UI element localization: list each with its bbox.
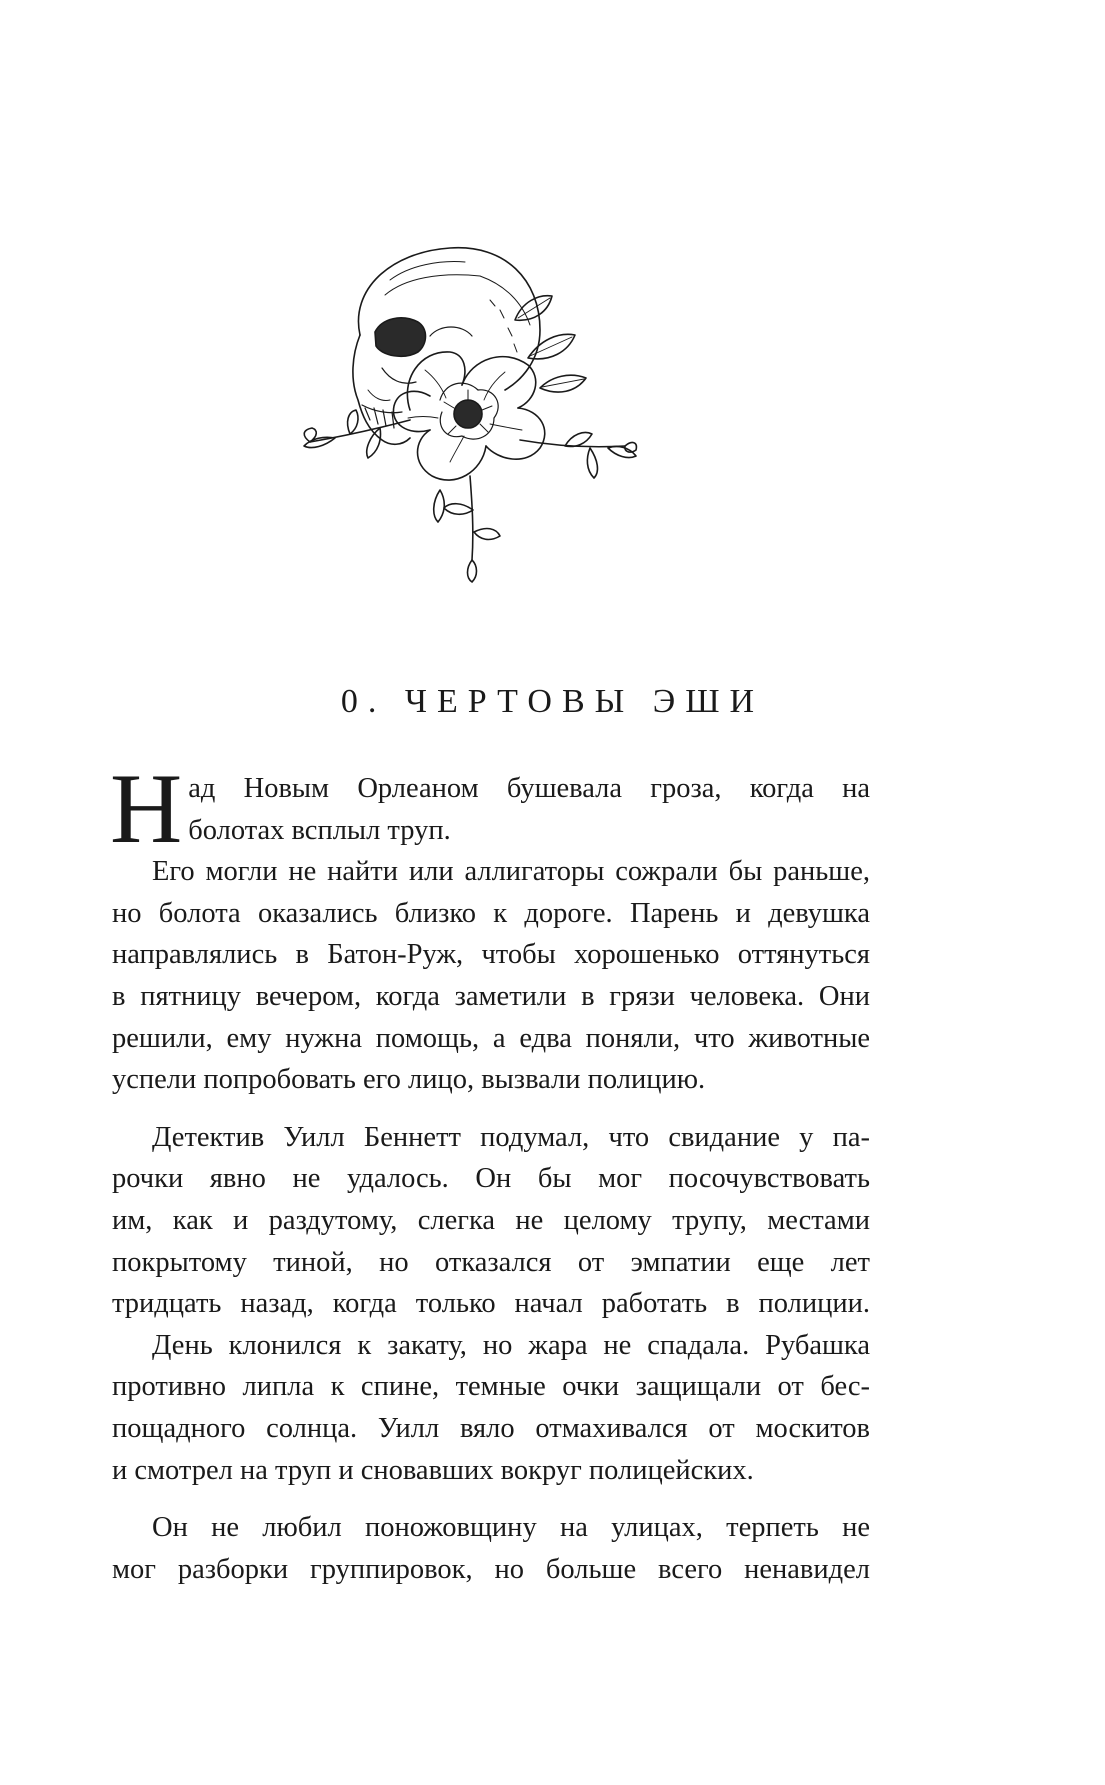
body-text — [110, 753, 870, 1590]
text-line: но болота оказались близко к дороге. Парень и девушка — [112, 897, 870, 929]
paragraph-5 — [112, 1507, 870, 1590]
text-line: успели попробовать его лицо, вызвали полицию. — [112, 1064, 706, 1096]
paragraph-2 — [112, 851, 870, 1101]
text-line: Детектив Уилл Беннетт подумал, что свидание у па- — [152, 1121, 870, 1153]
text-line: и смотрел на труп и сновавших вокруг полицейских. — [112, 1454, 754, 1486]
text-line: Его могли не найти или аллигаторы сожрали бы раньше, — [152, 856, 870, 888]
text-line: покрытому тиной, но отказался от эмпатии еще лет — [112, 1246, 870, 1278]
text-line: ад Новым Орлеаном бушевала гроза, когда на — [188, 773, 870, 804]
text-line: пощадного солнца. Уилл вяло отмахивался от москитов — [112, 1412, 870, 1444]
text-line: Он не любил поножовщину на улицах, терпеть не — [152, 1512, 870, 1544]
text-line: противно липла к спине, темные очки защищали от бес- — [112, 1371, 870, 1403]
text-line: направлялись в Батон-Руж, чтобы хорошенько оттянуться — [112, 939, 870, 971]
text-line: рочки явно не удалось. Он бы мог посочувствовать — [112, 1163, 870, 1195]
text-line: им, как и раздутому, слегка не целому трупу, местами — [112, 1204, 870, 1236]
text-line: мог разборки группировок, но больше всего ненавидел — [112, 1553, 870, 1585]
paragraph-4 — [112, 1325, 870, 1491]
text-line: болотах всплыл труп. — [188, 814, 451, 846]
text-line: в пятницу вечером, когда заметили в грязи человека. Они — [112, 980, 870, 1012]
text-line: тридцать назад, когда только начал работать в полиции. — [112, 1288, 870, 1320]
text-line: решили, ему нужна помощь, а едва поняли, что животные — [112, 1022, 870, 1054]
paragraph-3 — [112, 1117, 870, 1325]
text-line: День клонился к закату, но жара не спадала. Рубашка — [152, 1329, 870, 1361]
drop-cap: Н — [110, 753, 183, 864]
chapter-title: 0. ЧЕРТОВЫ ЭШИ — [340, 683, 765, 720]
skull-with-magnolia-illustration — [290, 240, 690, 585]
paragraph-1 — [110, 753, 870, 864]
